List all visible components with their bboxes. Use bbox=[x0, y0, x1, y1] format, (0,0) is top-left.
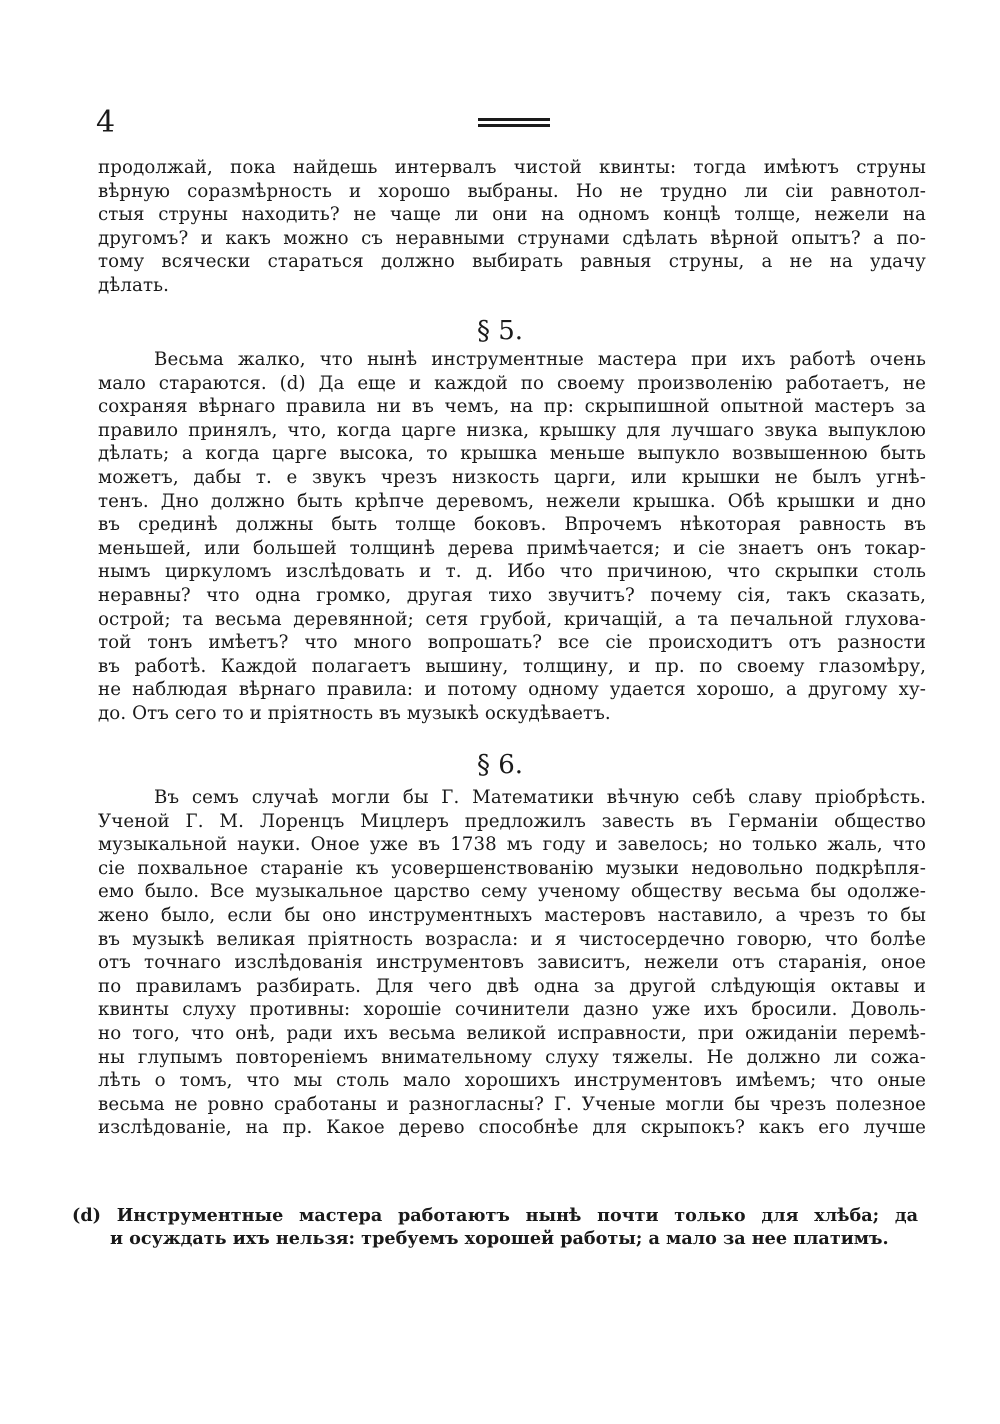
section-5-paragraph bbox=[98, 348, 926, 726]
ornament-rule bbox=[478, 118, 550, 121]
text-line: мало стараются. (d) Да еще и каждой по своему произволенію работаетъ, не bbox=[98, 372, 926, 394]
text-line: музыкальной науки. Оное уже въ 1738 мъ году и завелось; но только жаль, что bbox=[98, 834, 926, 856]
text-line: не наблюдая вѣрнаго правила: и потому одному удается хорошо, а другому ху- bbox=[98, 679, 926, 701]
text-line: изслѣдованіе, на пр. Какое дерево способнѣе для скрыпокъ? какъ его лучше bbox=[98, 1117, 926, 1139]
text-line: въ работѣ. Каждой полагаетъ вышину, толщину, и пр. по своему глазомѣру, bbox=[98, 655, 926, 677]
text-line: другомъ? и какъ можно съ неравными струнами сдѣлать вѣрной опытъ? а по- bbox=[98, 227, 926, 249]
footnote-line bbox=[72, 1204, 918, 1227]
text-line: квинты слуху противны: хорошіе сочинители дазно уже ихъ бросили. Доволь- bbox=[98, 999, 926, 1021]
footnote-line: и осуждать ихъ нельзя: требуемъ хорошей работы; а мало за нее платимъ. bbox=[110, 1228, 889, 1249]
text-line: продолжай, пока найдешь интервалъ чистой квинты: тогда имѣютъ струны bbox=[98, 157, 926, 178]
text-line: Ученой Г. М. Лоренцъ Мицлеръ предложилъ завесть въ Германіи общество bbox=[98, 810, 926, 832]
text-line: емо было. Все музыкальное царство сему ученому обществу весьма бы одолже- bbox=[98, 881, 926, 903]
text-line: неравны? что одна громко, другая тихо звучитъ? почему сія, такъ сказать, bbox=[98, 584, 926, 606]
text-line: до. Отъ сего то и пріятность въ музыкѣ оскудѣваетъ. bbox=[98, 702, 611, 724]
text-line: жено было, если бы оно инструментныхъ мастеровъ наставило, а чрезъ то бы bbox=[98, 904, 926, 926]
section-heading-6: § 6. bbox=[476, 750, 524, 780]
page-number: 4 bbox=[96, 105, 116, 140]
text-line: ны глупымъ повтореніемъ внимательному слуху тяжелы. Не должно ли сожа- bbox=[98, 1046, 926, 1068]
text-line: тому всячески стараться должно выбирать равныя струны, а не на удачу bbox=[98, 251, 926, 273]
text-line: тенъ. Дно должно быть крѣпче деревомъ, нежели крышка. Обѣ крышки и дно bbox=[98, 490, 926, 512]
text-line: меньшей, или большей толщинѣ дерева примѣчается; и сіе знаетъ онъ токар- bbox=[98, 537, 926, 559]
text-line: острой; та весьма деревянной; сетя грубой, кричащій, а та печальной глухова- bbox=[98, 608, 926, 630]
text-line: вѣрную соразмѣрность и хорошо выбраны. Но не трудно ли сіи равнотол- bbox=[98, 180, 926, 202]
text-line: можетъ, дабы т. е звукъ чрезъ низкость царги, или крышки не былъ угнѣ- bbox=[98, 466, 926, 488]
footnote-marker: (d) bbox=[72, 1205, 101, 1226]
text-line: отъ точнаго изслѣдованія инструментовъ зависитъ, нежели отъ старанія, оное bbox=[98, 952, 926, 974]
text-line: той тонъ имѣетъ? что много вопрошать? все сіе происходитъ отъ разности bbox=[98, 632, 926, 654]
text-line: въ музыкѣ великая пріятность возрасла: и я чистосердечно говорю, что болѣе bbox=[98, 928, 926, 950]
section-heading-5: § 5. bbox=[476, 316, 524, 346]
header-ornament bbox=[478, 118, 550, 130]
ornament-rule bbox=[478, 124, 550, 127]
section-6-paragraph bbox=[98, 786, 926, 1140]
text-line: но того, что онѣ, ради ихъ весьма великой исправности, при ожиданіи перемѣ- bbox=[98, 1022, 926, 1044]
text-line: нымъ циркуломъ изслѣдовать и т. д. Ибо что причиною, что скрыпки столь bbox=[98, 561, 926, 583]
text-line: лѣть о томъ, что мы столь мало хорошихъ инструментовъ имѣемъ; что оные bbox=[98, 1070, 926, 1092]
text-line: стыя струны находить? не чаще ли они на одномъ концѣ толще, нежели на bbox=[98, 204, 926, 226]
text-line: весьма не ровно сработаны и разногласны? Г. Ученые могли бы чрезъ полезное bbox=[98, 1093, 926, 1115]
footnote bbox=[72, 1204, 918, 1250]
text-line: Весьма жалко, что нынѣ инструментные мастера при ихъ работѣ очень bbox=[154, 349, 926, 370]
paragraph-continuation bbox=[98, 156, 926, 298]
text-line: по правиламъ разбирать. Для чего двѣ одна за другой слѣдующія октавы и bbox=[98, 975, 926, 997]
text-line: дѣлать. bbox=[98, 274, 170, 296]
text-line: сіе похвальное стараніе къ усовершенствованію музыки недовольно подкрѣпля- bbox=[98, 857, 926, 879]
text-line: дѣлать; а когда царге высока, то крышка меньше выпукло возвышенною быть bbox=[98, 443, 926, 465]
text-line: въ срединѣ должны быть толще боковъ. Впрочемъ нѣкоторая равность въ bbox=[98, 514, 926, 536]
text-line: Въ семъ случаѣ могли бы Г. Математики вѣчную себѣ славу пріобрѣсть. bbox=[154, 787, 926, 808]
text-line: правило принялъ, что, когда царге низка, крышку для лучшаго звука выпуклою bbox=[98, 419, 926, 441]
footnote-text: Инструментные мастера работаютъ нынѣ почти только для хлѣба; да bbox=[116, 1205, 918, 1226]
text-line: сохраняя вѣрнаго правила ни въ чемъ, на пр: скрыпишной опытной мастеръ за bbox=[98, 396, 926, 418]
